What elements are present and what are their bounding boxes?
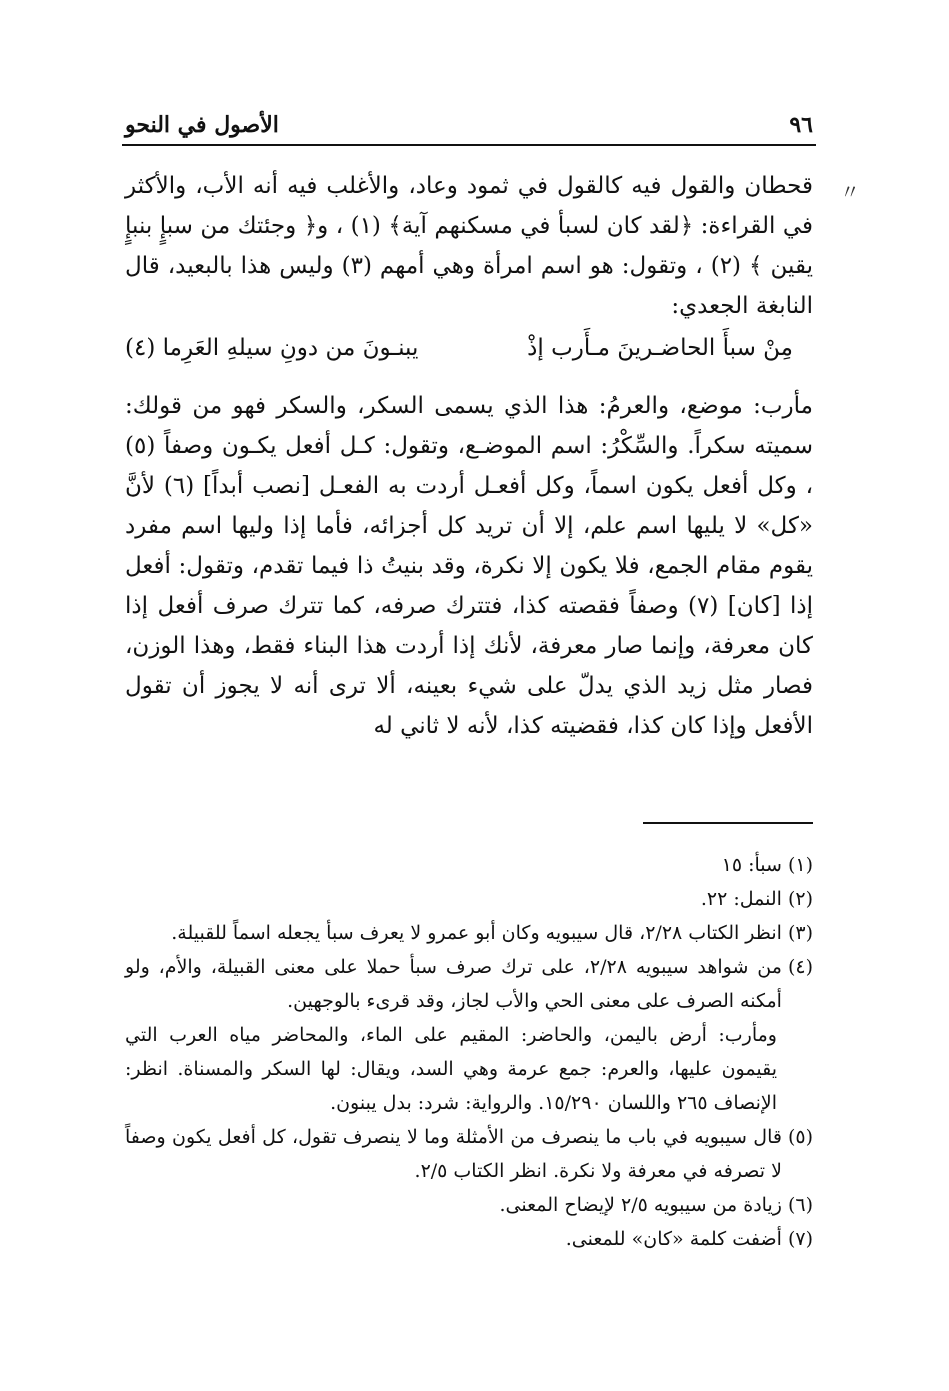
footnotes <box>125 848 813 1256</box>
verse-first-hemistich: مِنْ سبأَ الحاضـرينَ مـأَرب إذْ <box>527 335 793 361</box>
footnote-1 <box>125 848 813 882</box>
footnote-text: انظر الكتاب ٢/٢٨، قال سيبويه وكان أبو عمرو لا يعرف سبأ يجعله اسماً للقبيلة. <box>171 922 782 944</box>
main-text <box>125 166 813 746</box>
footnote-text: أضفت كلمة «كان» للمعنى. <box>565 1228 782 1250</box>
footnote-number: (٤) <box>787 956 813 978</box>
poetry-verse <box>125 326 813 386</box>
footnote-6 <box>125 1188 813 1222</box>
paragraph-1: قحطان والقول فيه كالقول في ثمود وعاد، والأغلب فيه أنه الأب، والأكثر في القراءة: ﴿لقد كان لسبأ في مسكنهم آية﴾ (١) ، و﴿ وجئتك من سبإٍ بنبإٍ يقين ﴾ (٢) ، وتقول: هو اسم امرأة وهي أمهم (٣) وليس هذا بالبعيد، قال النابغة الجعدي: <box>125 173 813 319</box>
footnote-2 <box>125 882 813 916</box>
footnote-text: قال سيبويه في باب ما ينصرف من الأمثلة وما لا ينصرف تقول، كل أفعل يكون وصفاً لا تصرفه في معرفة ولا نكرة. انظر الكتاب ٢/٥. <box>125 1126 782 1182</box>
footnote-4-continuation: ومأرب: أرض باليمن، والحاضر: المقيم على الماء، والمحاضر مياه العرب التي يقيمون عليها، والعرم: جمع عرمة وهي السد، ويقال: لها السكر والمسناة. انظر: الإنصاف ٢٦٥ واللسان ١٥/٢٩٠. والرواية: شرد: بدل يبنون. <box>125 1024 777 1114</box>
footnote-number: (٧) <box>787 1228 813 1250</box>
book-title: الأصول في النحو <box>125 112 279 138</box>
paragraph-2: مأرب: موضع، والعرمُ: هذا الذي يسمى السكر، والسكر فهو من قولك: سميته سكراً. والسِّكْرُ: اسم الموضـع، وتقول: كـل أفعل يكـون وصفاً (٥) ، وكل أفعل يكون اسماً، وكل أفعـل أردت به الفعـل [نصب أبداً] (٦) لأنَّ «كل» لا يليها اسم علم، إلا أن تريد كل أجزائه، فأما إذا وليها اسم مفرد يقوم مقام الجمع، فلا يكون إلا نكرة، وقد بنيتُ ذا فيما تقدم، وتقول: أفعل إذا [كان] (٧) وصفاً فقصته كذا، فتترك صرفه، كما تترك صرف أفعل إذا كان معرفة، وإنما صار معرفة، لأنك إذا أردت هذا البناء فقط، وهذا الوزن، فصار مثل زيد الذي يدلّ على شيء بعينه، ألا ترى أنه لا يجوز أن تقول الأفعل وإذا كان كذا، فقضيته كذا، لأنه لا ثاني له <box>125 393 813 739</box>
margin-mark: 〃 <box>840 180 860 204</box>
verse-second-hemistich: يبنـونَ من دونِ سيلهِ العَرِما (٤) <box>125 335 419 361</box>
header-rule <box>122 144 816 146</box>
footnote-3 <box>125 916 813 950</box>
footnote-number: (٦) <box>787 1194 813 1216</box>
footnote-7 <box>125 1222 813 1256</box>
footnote-number: (١) <box>787 854 813 876</box>
footnote-4 <box>125 950 813 1018</box>
footnote-number: (٣) <box>787 922 813 944</box>
footnote-number: (٥) <box>787 1126 813 1148</box>
footnote-number: (٢) <box>787 888 813 910</box>
footnote-text: سبأ: ١٥ <box>721 854 782 876</box>
page-number: ٩٦ <box>789 112 813 138</box>
footnote-separator <box>643 822 813 824</box>
footnote-text: زيادة من سيبويه ٢/٥ لإيضاح المعنى. <box>499 1194 782 1216</box>
footnote-text: النمل: ٢٢. <box>700 888 782 910</box>
running-header <box>125 108 813 142</box>
footnote-text: من شواهد سيبويه ٢/٢٨، على ترك صرف سبأ حملا على معنى القبيلة، والأم، ولو أمكنه الصرف على معنى الحي والأب لجاز، وقد قرىء بالوجهين. <box>125 956 782 1012</box>
footnote-5 <box>125 1120 813 1188</box>
